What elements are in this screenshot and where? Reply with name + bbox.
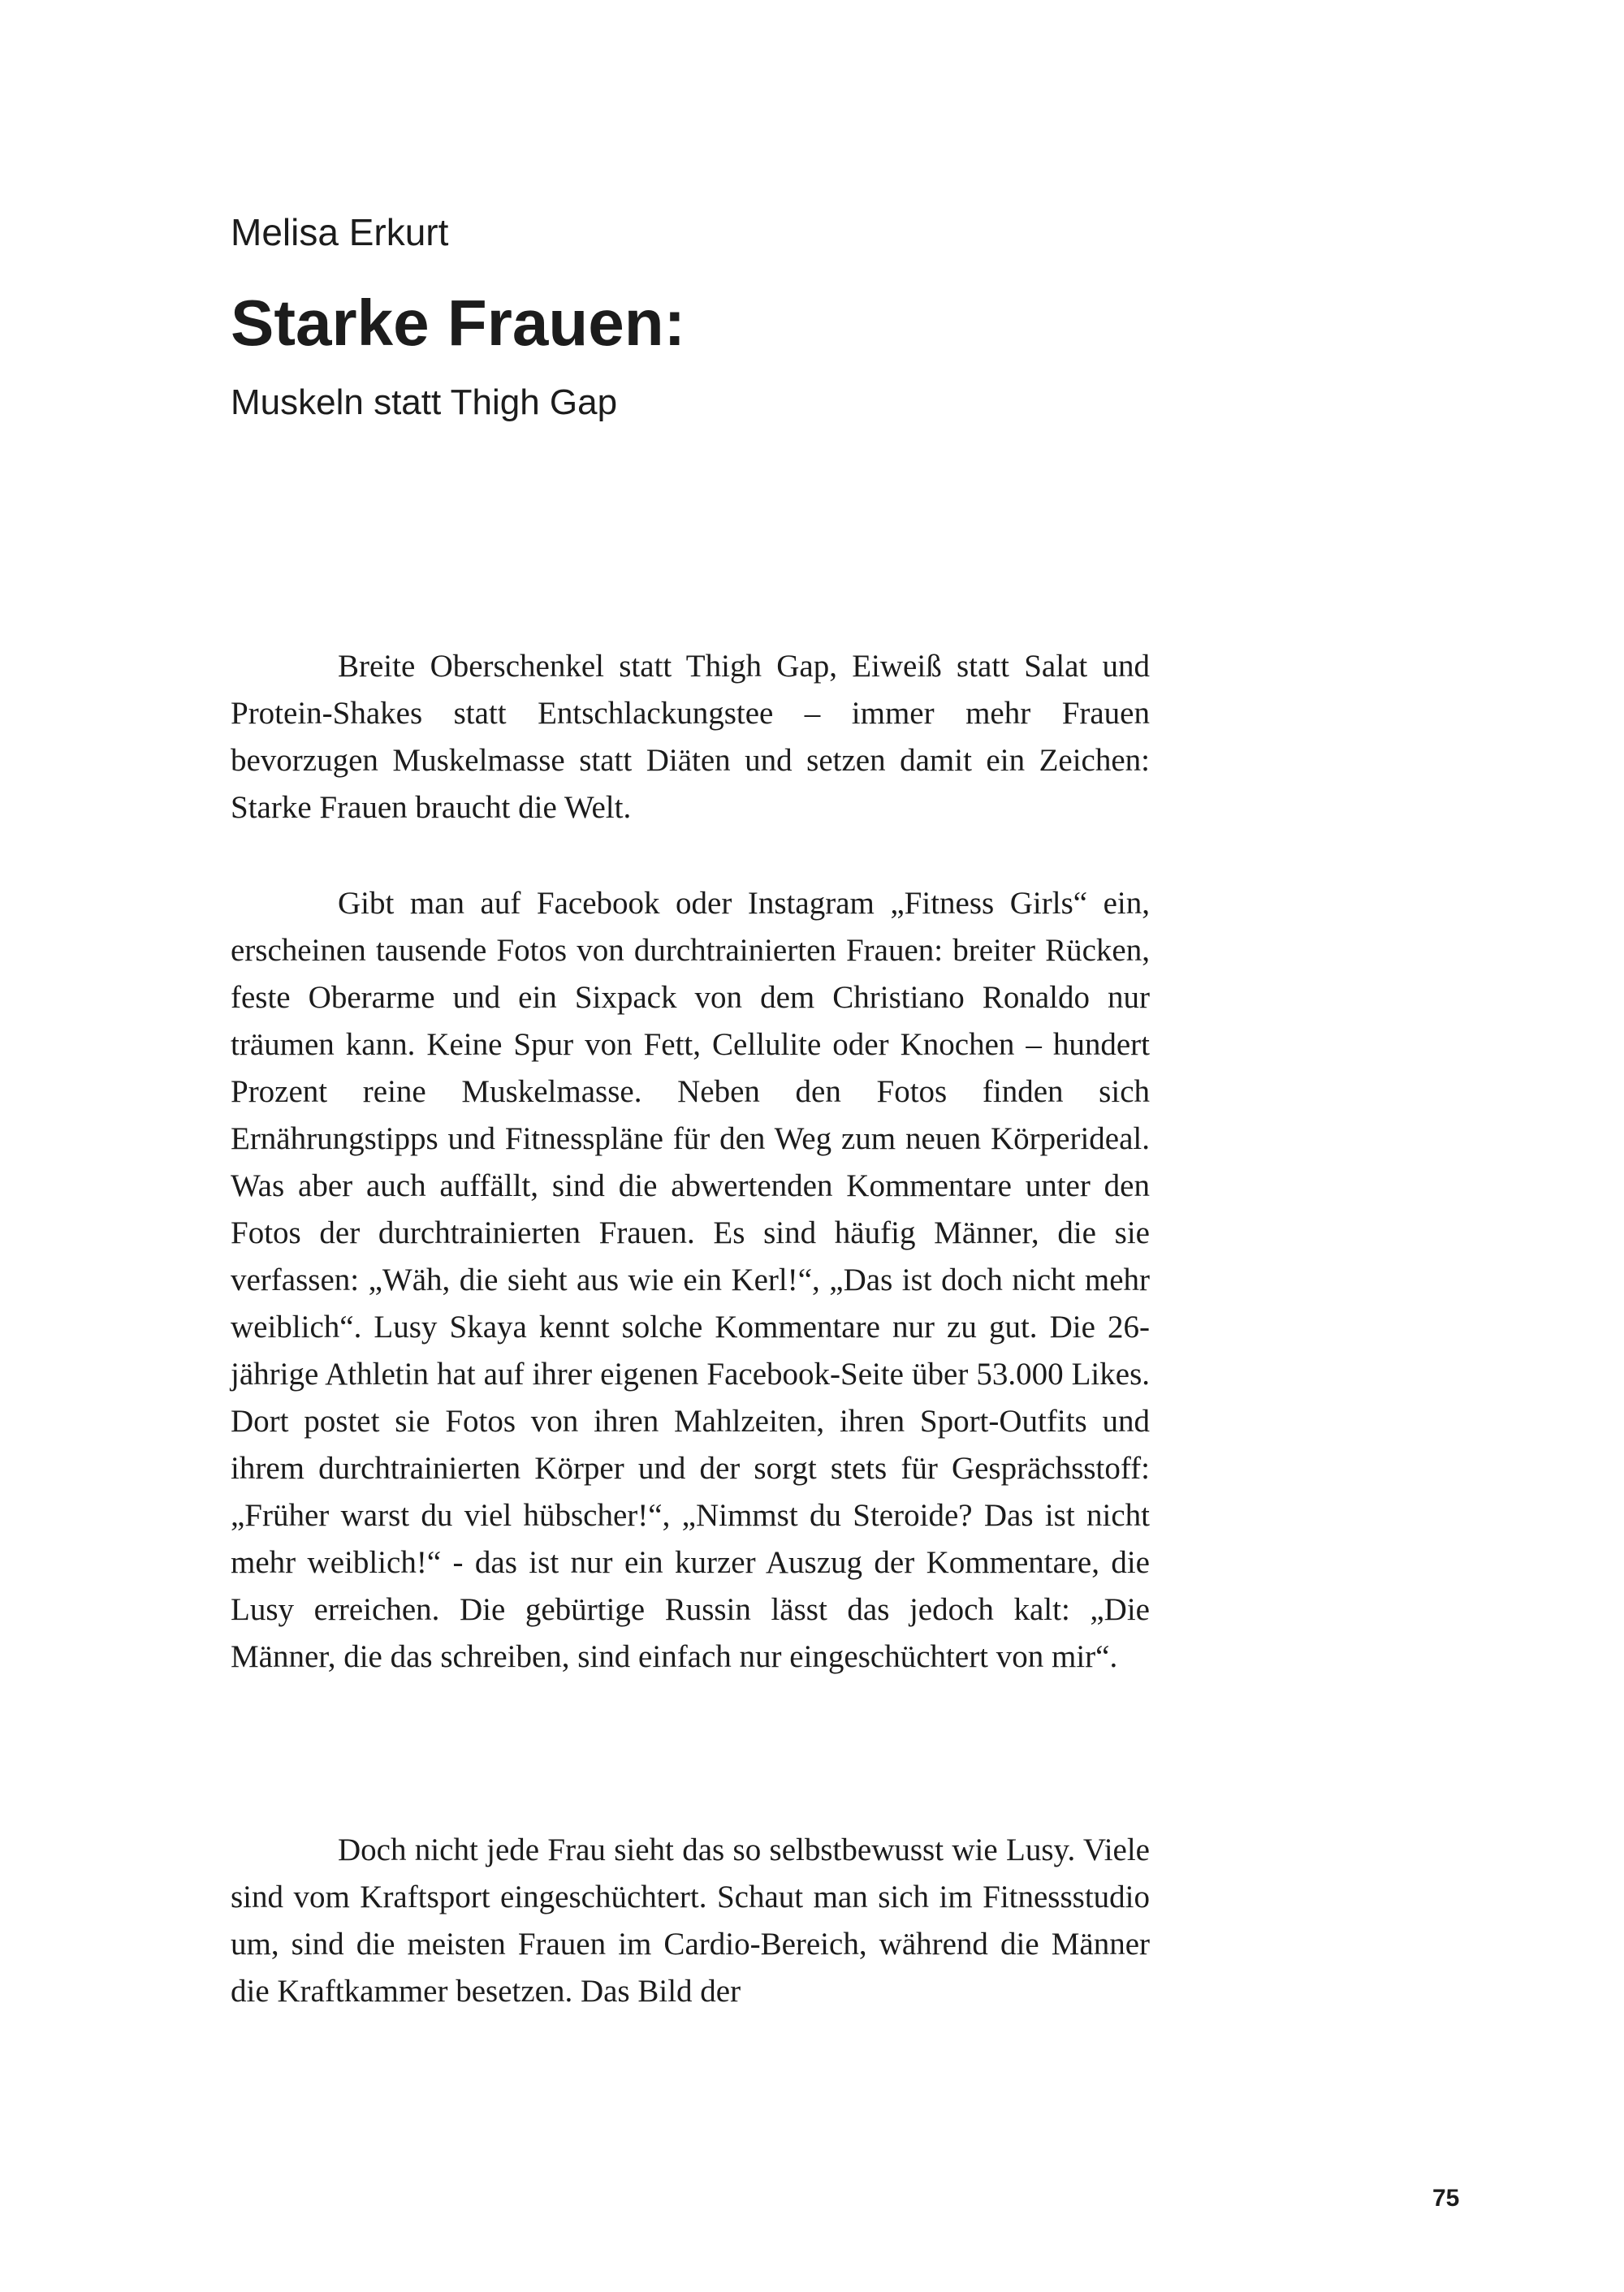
article-subtitle: Muskeln statt Thigh Gap <box>231 382 618 422</box>
body-paragraph: Breite Oberschenkel statt Thigh Gap, Eiweiß statt Salat und Protein-Shakes statt Entschlackungstee – immer mehr Frauen bevorzugen Muskelmasse statt Diäten und setzen damit ein Zeichen: Starke Frauen braucht die Welt. <box>231 649 1150 825</box>
article-title: Starke Frauen: <box>231 287 686 359</box>
body-paragraph: Doch nicht jede Frau sieht das so selbstbewusst wie Lusy. Viele sind vom Kraftsport eingeschüchtert. Schaut man sich im Fitnessstudio um, sind die meisten Frauen im Cardio-Bereich, während die Männer die Kraftkammer besetzen. Das Bild der <box>231 1832 1150 2009</box>
body-paragraph: Gibt man auf Facebook oder Instagram „Fitness Girls“ ein, erscheinen tausende Fotos von durchtrainierten Frauen: breiter Rücken, feste Oberarme und ein Sixpack von dem Christiano Ronaldo nur träumen kann. Keine Spur von Fett, Cellulite oder Knochen – hundert Prozent reine Muskelmasse. Neben den Fotos finden sich Ernährungstipps und Fitnesspläne für den Weg zum neuen Körperideal. Was aber auch auffällt, sind die abwertenden Kommentare unter den Fotos der durchtrainierten Frauen. Es sind häufig Männer, die sie verfassen: „Wäh, die sieht aus wie ein Kerl!“, „Das ist doch nicht mehr weiblich“. Lusy Skaya kennt solche Kommentare nur zu gut. Die 26-jährige Athletin hat auf ihrer eigenen Facebook-Seite über 53.000 Likes. Dort postet sie Fotos von ihren Mahlzeiten, ihren Sport-Outfits und ihrem durchtrainierten Körper und der sorgt stets für Gesprächsstoff: „Früher warst du viel hübscher!“, „Nimmst du Steroide? Das ist nicht mehr weiblich!“ - das ist nur ein kurzer Auszug der Kommentare, die Lusy erreichen. Die gebürtige Russin lässt das jedoch kalt: „Die Männer, die das schreiben, sind einfach nur eingeschüchtert von mir“. <box>231 886 1150 1674</box>
article-author: Melisa Erkurt <box>231 211 449 253</box>
page-number: 75 <box>1432 2185 1460 2212</box>
